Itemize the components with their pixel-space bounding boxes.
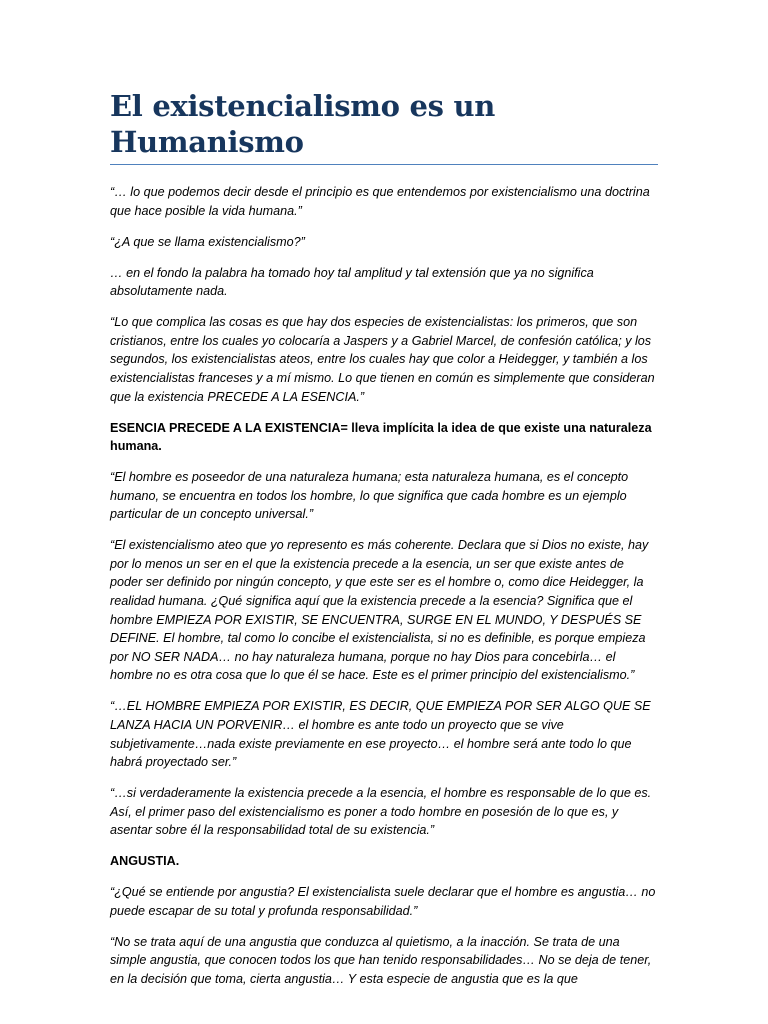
paragraph-3: … en el fondo la palabra ha tomado hoy tal amplitud y tal extensión que ya no significa absolutamente nada. <box>110 265 594 299</box>
paragraph-6: “El hombre es poseedor de una naturaleza humana; esta naturaleza humana, es el concepto humano, se encuentra en todos los hombre, lo que significa que cada hombre es un ejemplo particular de un concepto universal.” <box>110 470 629 522</box>
document-title: El existencialismo es un Humanismo <box>110 88 658 165</box>
paragraph-12: “No se trata aquí de una angustia que conduzca al quietismo, a la inacción. Se trata de una simple angustia, que conocen todos los que han tenido responsabilidades… No se deja de tener, en la decisión que toma, cierta angustia… Y esta especie de angustia que es la que <box>110 934 652 987</box>
section-heading-angustia: ANGUSTIA. <box>110 854 180 869</box>
paragraph-4: “Lo que complica las cosas es que hay dos especies de existencialistas: los primeros, que son cristianos, entre los cuales yo colocaría a Jaspers y a Gabriel Marcel, de confesión católica; y los segundos, los existencialistas ateos, entre los cuales hay que color a Heidegger, y también a los existencialistas franceses y a mí mismo. Lo que tienen en común es simplemente que consideran que la existencia PRECEDE A LA ESENCIA.” <box>110 315 655 404</box>
paragraph-8: “…EL HOMBRE EMPIEZA POR EXISTIR, ES DECIR, QUE EMPIEZA POR SER ALGO QUE SE LANZA HACIA UN PORVENIR… el hombre es ante todo un proyecto que se vive subjetivamente…nada existe previamente en ese proyecto… el hombre será ante todo lo que habrá proyectado ser.” <box>110 699 651 770</box>
paragraph-11: “¿Qué se entiende por angustia? El existencialista suele declarar que el hombre es angustia… no puede escapar de su total y profunda responsabilidad.” <box>110 885 656 918</box>
paragraph-2: “¿A que se llama existencialismo?” <box>110 234 305 249</box>
document-body <box>110 183 658 989</box>
paragraph-9: “…si verdaderamente la existencia precede a la esencia, el hombre es responsable de lo que es. Así, el primer paso del existencialismo es poner a todo hombre en posesión de lo que es, y asentar sobre él la responsabilidad total de su existencia.” <box>110 786 652 838</box>
document-page <box>110 88 658 1001</box>
paragraph-1: “… lo que podemos decir desde el principio es que entendemos por existencialismo una doctrina que hace posible la vida humana.” <box>110 185 650 218</box>
definition-heading: ESENCIA PRECEDE A LA EXISTENCIA= lleva implícita la idea de que existe una naturaleza humana. <box>110 420 652 454</box>
paragraph-7: “El existencialismo ateo que yo represento es más coherente. Declara que si Dios no existe, hay por lo menos un ser en el que la existencia precede a la esencia, un ser que existe antes de poder ser definido por ningún concepto, y que este ser es el hombre o, como dice Heidegger, la realidad humana. ¿Qué significa aquí que la existencia precede a la esencia? Significa que el hombre EMPIEZA POR EXISTIR, SE ENCUENTRA, SURGE EN EL MUNDO, Y DESPUÉS SE DEFINE. El hombre, tal como lo concibe el existencialista, si no es definible, es porque empieza por NO SER NADA… no hay naturaleza humana, porque no hay Dios para concebirla… el hombre no es otra cosa que lo que él se hace. Este es el primer principio del existencialismo.” <box>110 538 649 683</box>
